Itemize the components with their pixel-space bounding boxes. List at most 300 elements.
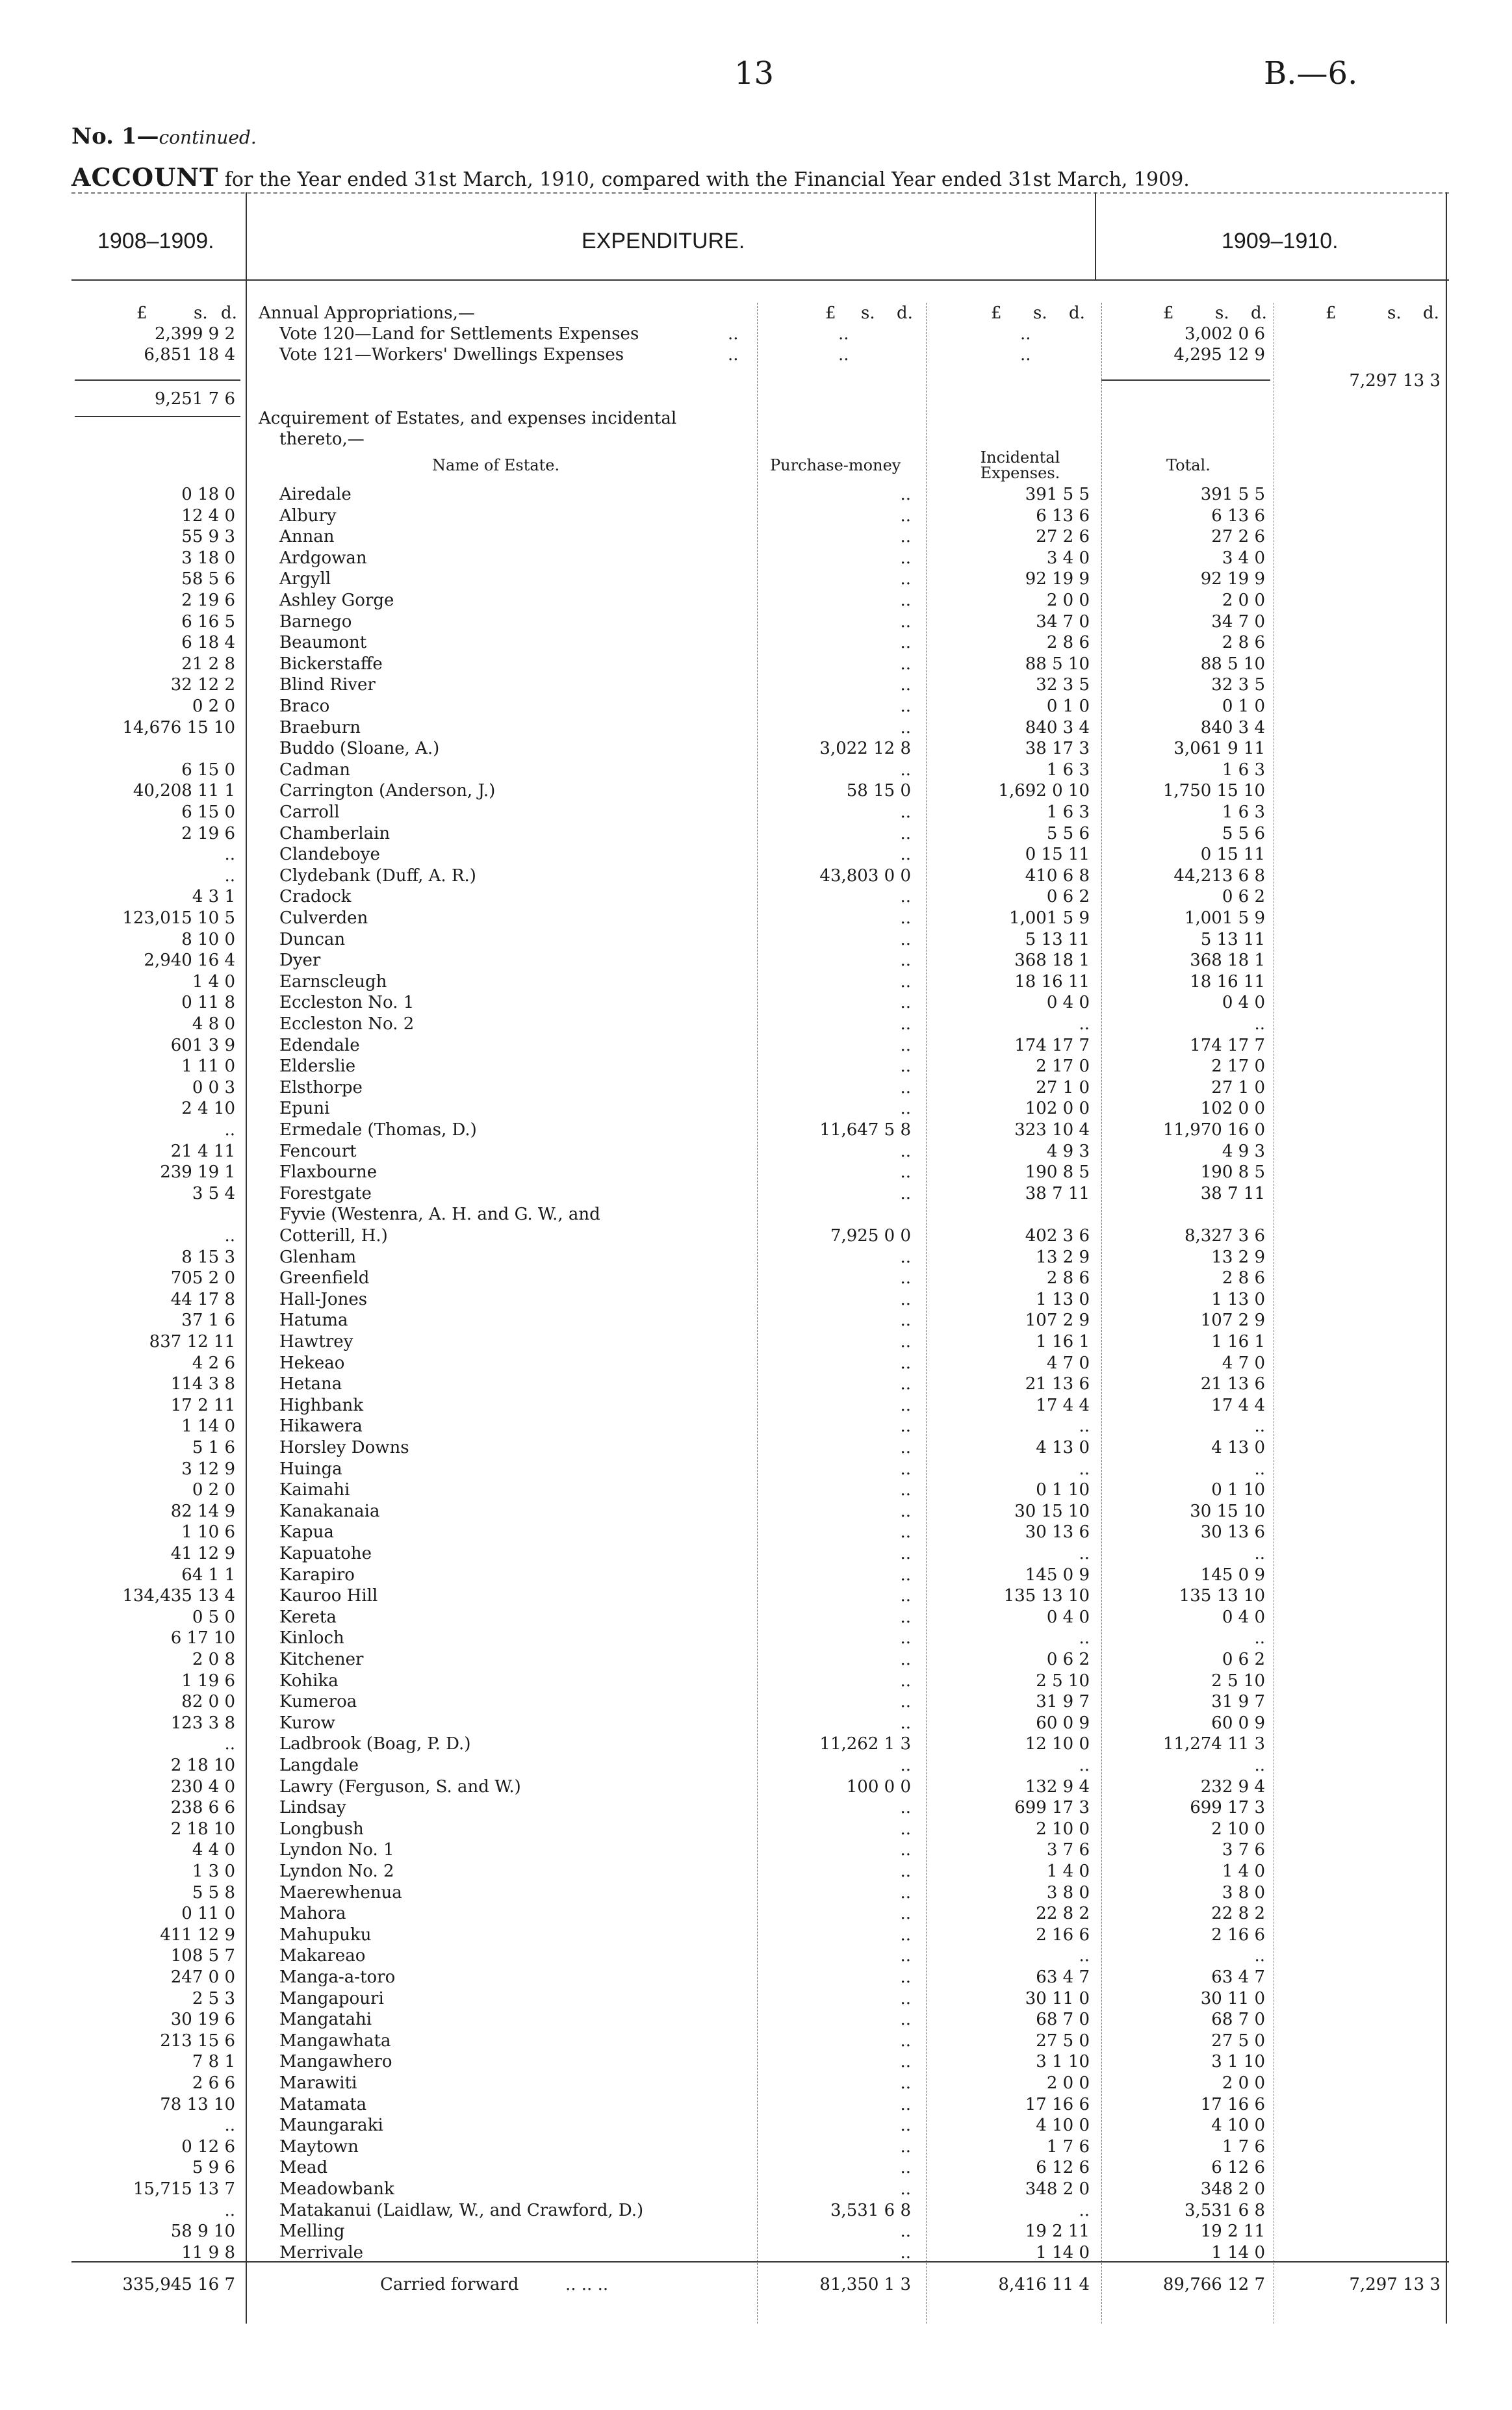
table-row xyxy=(0,738,1512,759)
incidental-value: 68 7 0 xyxy=(1036,2010,1090,2030)
approp-year-sum-row xyxy=(0,370,1512,391)
estate-name: Matamata xyxy=(279,2094,367,2114)
estate-name: Manga-a-toro xyxy=(279,1968,396,1987)
purchase-value: .. xyxy=(900,1395,911,1415)
prev-value: 1 11 0 xyxy=(181,1057,235,1077)
estate-name: Cradock xyxy=(279,887,352,907)
total-value: 27 1 0 xyxy=(1211,1077,1265,1097)
incidental-value: 102 0 0 xyxy=(1025,1099,1090,1119)
table-row xyxy=(0,611,1512,632)
incidental-value: .. xyxy=(1079,2200,1090,2220)
incidental-value: 88 5 10 xyxy=(1025,654,1090,674)
prev-value: 230 4 0 xyxy=(170,1776,235,1797)
table-row xyxy=(0,950,1512,971)
total-value: 0 6 2 xyxy=(1222,1650,1265,1669)
incidental-value: 1 16 1 xyxy=(1036,1332,1090,1352)
total-value: 27 2 6 xyxy=(1211,527,1265,547)
total-value: 102 0 0 xyxy=(1200,1099,1265,1119)
prev-value: 1 3 0 xyxy=(192,1862,235,1881)
purchase-value: .. xyxy=(900,2031,911,2051)
estate-name: Bickerstaffe xyxy=(279,654,383,674)
purchase-value: .. xyxy=(900,717,911,737)
col-head-name: Name of Estate. xyxy=(432,456,560,474)
leader-dots: .. xyxy=(1020,324,1031,344)
total-value: 0 15 11 xyxy=(1200,845,1265,865)
table-row xyxy=(0,1353,1512,1374)
prev-value: 11 9 8 xyxy=(181,2242,235,2263)
purchase-value: .. xyxy=(900,1522,911,1543)
total-value: 1 14 0 xyxy=(1211,2242,1265,2263)
incidental-value: 190 8 5 xyxy=(1025,1162,1090,1183)
incidental-value: 2 17 0 xyxy=(1036,1057,1090,1077)
estate-name: Glenham xyxy=(279,1247,357,1267)
pence-sign: d. xyxy=(1423,303,1439,323)
purchase-value: 100 0 0 xyxy=(846,1776,911,1797)
table-row xyxy=(0,1141,1512,1162)
col-head-incidental: Incidental Expenses. xyxy=(980,448,1060,482)
incidental-value: 27 2 6 xyxy=(1036,527,1090,547)
incidental-value: 19 2 11 xyxy=(1025,2222,1090,2242)
total-value: 11,274 11 3 xyxy=(1162,1734,1265,1754)
purchase-value: .. xyxy=(900,1417,911,1437)
prev-value: 0 2 0 xyxy=(192,697,235,716)
prev-value: 705 2 0 xyxy=(170,1268,235,1288)
incidental-value: 30 13 6 xyxy=(1025,1522,1090,1543)
table-row xyxy=(0,1967,1512,1988)
total-value: 368 18 1 xyxy=(1190,951,1265,971)
approp-sum-row xyxy=(0,389,1512,409)
purchase-value: .. xyxy=(900,591,911,610)
incidental-value: 4 10 0 xyxy=(1036,2116,1090,2136)
incidental-value: 3 7 6 xyxy=(1046,1840,1090,1860)
purchase-value: .. xyxy=(900,1353,911,1373)
total-value: 11,970 16 0 xyxy=(1162,1120,1265,1140)
estate-name: Cadman xyxy=(279,760,350,780)
table-row xyxy=(0,1459,1512,1480)
estate-name: Kanakanaia xyxy=(279,1501,380,1521)
purchase-value: .. xyxy=(900,1882,911,1903)
incidental-value: 1 6 3 xyxy=(1046,760,1090,780)
table-row xyxy=(0,1162,1512,1183)
estate-name: Kereta xyxy=(279,1607,337,1627)
prev-value: 2 0 8 xyxy=(192,1650,235,1669)
incidental-value: 13 2 9 xyxy=(1036,1247,1090,1267)
account-number: No. 1—continued. xyxy=(71,123,257,149)
purchase-value: .. xyxy=(900,1713,911,1733)
incidental-value: 1 13 0 xyxy=(1036,1289,1090,1309)
shilling-sign: s. xyxy=(194,303,208,323)
purchase-value: .. xyxy=(900,1268,911,1288)
table-row xyxy=(0,569,1512,589)
purchase-value: .. xyxy=(900,2136,911,2157)
purchase-value: .. xyxy=(900,823,911,843)
table-row xyxy=(0,1840,1512,1860)
shilling-sign: s. xyxy=(1215,303,1229,323)
purchase-value: .. xyxy=(900,1014,911,1034)
purchase-value: .. xyxy=(900,654,911,674)
incidental-value: 63 4 7 xyxy=(1036,1968,1090,1987)
purchase-value: .. xyxy=(900,1607,911,1627)
incidental-value: 22 8 2 xyxy=(1036,1904,1090,1924)
estate-name: Makareao xyxy=(279,1946,366,1966)
prev-value: 6 17 10 xyxy=(170,1628,235,1648)
estate-name: Karapiro xyxy=(279,1565,355,1585)
prev-value: 123,015 10 5 xyxy=(122,908,235,928)
table-row xyxy=(0,2009,1512,2030)
top-rule xyxy=(71,192,1449,194)
table-row xyxy=(0,2031,1512,2051)
incidental-value: 1 6 3 xyxy=(1046,802,1090,822)
table-row xyxy=(0,1310,1512,1331)
footer-rule xyxy=(71,2261,1449,2263)
total-value: 2 8 6 xyxy=(1222,633,1265,653)
pound-sign: £ xyxy=(825,303,836,323)
estate-name: Lindsay xyxy=(279,1798,346,1818)
incidental-value: .. xyxy=(1079,1014,1090,1034)
total-value: 1 13 0 xyxy=(1211,1289,1265,1309)
purchase-value: 3,531 6 8 xyxy=(830,2200,911,2220)
purchase-value: .. xyxy=(900,1798,911,1818)
leader-dots: .. xyxy=(838,324,849,344)
incidental-value: 0 1 10 xyxy=(1036,1480,1090,1500)
purchase-value: .. xyxy=(900,1925,911,1945)
purchase-value: .. xyxy=(900,1756,911,1775)
estate-name: Carroll xyxy=(279,802,340,822)
prev-value: .. xyxy=(224,845,235,865)
total-value: 348 2 0 xyxy=(1200,2179,1265,2199)
estate-name: Kohika xyxy=(279,1671,339,1691)
purchase-value: .. xyxy=(900,1480,911,1500)
table-row xyxy=(0,1077,1512,1098)
total-value: 19 2 11 xyxy=(1200,2222,1265,2242)
incidental-value: 0 4 0 xyxy=(1046,993,1090,1013)
estate-name: Merrivale xyxy=(279,2242,364,2263)
table-row xyxy=(0,1289,1512,1310)
col-head-purchase: Purchase-money xyxy=(770,456,901,474)
total-value: 145 0 9 xyxy=(1200,1565,1265,1585)
leader-dots: .. xyxy=(728,324,739,344)
total-value: 3,061 9 11 xyxy=(1173,739,1265,759)
estate-name: Ladbrook (Boag, P. D.) xyxy=(279,1734,471,1754)
acq-heading-2 xyxy=(0,429,1512,450)
prev-value: 2,940 16 4 xyxy=(144,951,235,971)
prev-value: 0 0 3 xyxy=(192,1077,235,1097)
estate-name: Ermedale (Thomas, D.) xyxy=(279,1120,477,1140)
incidental-value: 2 16 6 xyxy=(1036,1925,1090,1945)
purchase-value: .. xyxy=(900,1650,911,1669)
col-head-total: Total. xyxy=(1166,456,1211,474)
table-row xyxy=(0,2200,1512,2221)
estate-name: Dyer xyxy=(279,951,321,971)
prev-value: 15,715 13 7 xyxy=(133,2179,235,2199)
estate-name: Clydebank (Duff, A. R.) xyxy=(279,865,476,886)
purchase-value: .. xyxy=(900,485,911,504)
estate-name: Kitchener xyxy=(279,1650,364,1669)
pound-sign: £ xyxy=(136,303,147,323)
purchase-value: .. xyxy=(900,1374,911,1394)
prev-value: 0 5 0 xyxy=(192,1607,235,1627)
estate-name: Annan xyxy=(279,527,335,547)
purchase-value: .. xyxy=(900,2073,911,2093)
estate-name: Eccleston No. 2 xyxy=(279,1014,415,1034)
total-value: 17 16 6 xyxy=(1200,2094,1265,2114)
estate-name: Braeburn xyxy=(279,717,361,737)
prev-value: 3 18 0 xyxy=(181,548,235,568)
header-1908: 1908–1909. xyxy=(97,229,214,253)
table-row xyxy=(0,1819,1512,1840)
total-value: 3 4 0 xyxy=(1222,548,1265,568)
total-value: 0 1 0 xyxy=(1222,697,1265,716)
purchase-value: .. xyxy=(900,1628,911,1648)
total-value: 4 7 0 xyxy=(1222,1353,1265,1373)
prev-value: 6 16 5 xyxy=(181,611,235,632)
estate-name: Elsthorpe xyxy=(279,1077,363,1097)
total-value: .. xyxy=(1254,1417,1265,1437)
prev-value: 6 15 0 xyxy=(181,760,235,780)
total-value: 63 4 7 xyxy=(1211,1968,1265,1987)
right-column-rule xyxy=(1095,192,1096,280)
incidental-value: 27 5 0 xyxy=(1036,2031,1090,2051)
leader-dots: .. xyxy=(1020,345,1031,365)
table-row xyxy=(0,2136,1512,2157)
total-value: 107 2 9 xyxy=(1200,1311,1265,1331)
estate-name: Hatuma xyxy=(279,1311,348,1331)
total-value: 1 4 0 xyxy=(1222,1862,1265,1881)
incidental-value: 3 1 10 xyxy=(1036,2052,1090,2072)
estate-name: Carrington (Anderson, J.) xyxy=(279,781,496,801)
total-value: 174 17 7 xyxy=(1190,1035,1265,1055)
incidental-value: 12 10 0 xyxy=(1025,1734,1090,1754)
purchase-value: .. xyxy=(900,1438,911,1457)
total-value: 1,001 5 9 xyxy=(1184,908,1265,928)
table-row xyxy=(0,2094,1512,2115)
incidental-value: 132 9 4 xyxy=(1025,1776,1090,1797)
purchase-value: .. xyxy=(900,1501,911,1521)
incidental-value: 0 1 0 xyxy=(1046,697,1090,716)
incidental-value: 38 17 3 xyxy=(1025,739,1090,759)
table-row xyxy=(0,1691,1512,1712)
estate-name: Earnscleugh xyxy=(279,971,387,992)
prev-value: 1 19 6 xyxy=(181,1671,235,1691)
purchase-value: .. xyxy=(900,1162,911,1183)
table-row xyxy=(0,1649,1512,1670)
estate-name: Ardgowan xyxy=(279,548,367,568)
estate-name: Elderslie xyxy=(279,1057,356,1077)
purchase-value: 11,647 5 8 xyxy=(819,1120,911,1140)
estate-name: Mangawhero xyxy=(279,2052,392,2072)
purchase-value: .. xyxy=(900,1968,911,1987)
total-value: .. xyxy=(1254,1946,1265,1966)
purchase-value: 43,803 0 0 xyxy=(819,865,911,886)
table-row xyxy=(0,823,1512,844)
prev-value: 3 12 9 xyxy=(181,1459,235,1479)
prev-value: 5 1 6 xyxy=(192,1438,235,1457)
incidental-value: 30 15 10 xyxy=(1014,1501,1090,1521)
purchase-value: .. xyxy=(900,1819,911,1839)
prev-value: 32 12 2 xyxy=(170,675,235,695)
purchase-value: 3,022 12 8 xyxy=(819,739,911,759)
purchase-value: .. xyxy=(900,1247,911,1267)
total-value: 0 4 0 xyxy=(1222,993,1265,1013)
total-value: 13 2 9 xyxy=(1211,1247,1265,1267)
estate-name: Epuni xyxy=(279,1099,330,1119)
table-row xyxy=(0,2073,1512,2094)
header-rule xyxy=(71,279,1449,281)
vote120-total: 3,002 0 6 xyxy=(1184,324,1265,344)
purchase-value: .. xyxy=(900,633,911,653)
purchase-value: .. xyxy=(900,887,911,907)
incidental-value: 840 3 4 xyxy=(1025,717,1090,737)
purchase-value: .. xyxy=(900,1565,911,1585)
purchase-value: .. xyxy=(900,1099,911,1119)
estate-name: Kapuatohe xyxy=(279,1544,372,1563)
prev-value: 21 2 8 xyxy=(181,654,235,674)
prev-value: 0 11 0 xyxy=(181,1904,235,1924)
estate-name: Mead xyxy=(279,2158,328,2178)
page-number: 13 xyxy=(734,55,775,92)
acq-label-1: Acquirement of Estates, and expenses incidental xyxy=(259,409,677,428)
total-value: 840 3 4 xyxy=(1200,717,1265,737)
vote121-prev: 6,851 18 4 xyxy=(144,345,235,365)
total-value: 3 1 10 xyxy=(1211,2052,1265,2072)
total-value: 32 3 5 xyxy=(1211,675,1265,695)
purchase-value: .. xyxy=(900,1289,911,1309)
purchase-value: .. xyxy=(900,2010,911,2030)
incidental-value: 34 7 0 xyxy=(1036,611,1090,632)
table-row xyxy=(0,1988,1512,2009)
table-row xyxy=(0,780,1512,801)
purchase-value: .. xyxy=(900,1459,911,1479)
table-row xyxy=(0,929,1512,950)
prev-value: 108 5 7 xyxy=(170,1946,235,1966)
table-row xyxy=(0,1755,1512,1776)
prev-value: 37 1 6 xyxy=(181,1311,235,1331)
footer-row xyxy=(0,2274,1512,2295)
total-value: 4 9 3 xyxy=(1222,1141,1265,1161)
estate-name: Horsley Downs xyxy=(279,1438,409,1457)
prev-value: 3 5 4 xyxy=(192,1183,235,1203)
incidental-value: 17 16 6 xyxy=(1025,2094,1090,2114)
incidental-value: 2 10 0 xyxy=(1036,1819,1090,1839)
estate-name: Duncan xyxy=(279,929,346,949)
total-value: .. xyxy=(1254,1628,1265,1648)
pence-sign: d. xyxy=(1251,303,1267,323)
incidental-value: 2 0 0 xyxy=(1046,591,1090,610)
total-value: 0 6 2 xyxy=(1222,887,1265,907)
incidental-value: 92 19 9 xyxy=(1025,569,1090,589)
incidental-value: 6 12 6 xyxy=(1036,2158,1090,2178)
total-value: 0 1 10 xyxy=(1211,1480,1265,1500)
vote120-label: Vote 120—Land for Settlements Expenses xyxy=(279,324,639,344)
prev-value: 0 11 8 xyxy=(181,993,235,1013)
total-value: 1 16 1 xyxy=(1211,1332,1265,1352)
header-1909: 1909–1910. xyxy=(1222,229,1339,253)
prev-value: 21 4 11 xyxy=(170,1141,235,1161)
estate-name: Kinloch xyxy=(279,1628,344,1648)
shilling-sign: s. xyxy=(861,303,875,323)
total-value: 2 5 10 xyxy=(1211,1671,1265,1691)
prev-value: .. xyxy=(224,1120,235,1140)
total-value: 27 5 0 xyxy=(1211,2031,1265,2051)
prev-value: 2 4 10 xyxy=(181,1099,235,1119)
prev-value: .. xyxy=(224,865,235,886)
table-row xyxy=(0,1522,1512,1543)
vote120-prev: 2,399 9 2 xyxy=(154,324,235,344)
acq-heading-1 xyxy=(0,408,1512,429)
approp-heading xyxy=(0,303,1512,324)
table-row xyxy=(0,1565,1512,1585)
table-row xyxy=(0,1543,1512,1564)
total-value: 68 7 0 xyxy=(1211,2010,1265,2030)
incidental-value: 402 3 6 xyxy=(1025,1226,1090,1246)
estate-name: Hekeao xyxy=(279,1353,345,1373)
table-row xyxy=(0,1183,1512,1204)
estate-name: Fyvie (Westenra, A. H. and G. W., and xyxy=(279,1205,600,1225)
purchase-value: .. xyxy=(900,2158,911,2178)
incidental-value: .. xyxy=(1079,1544,1090,1563)
table-row xyxy=(0,674,1512,695)
prev-value: 7 8 1 xyxy=(192,2052,235,2072)
vote120-row xyxy=(0,324,1512,344)
incidental-value: 391 5 5 xyxy=(1025,485,1090,504)
prev-value: .. xyxy=(224,2116,235,2136)
total-value: 1,750 15 10 xyxy=(1162,781,1265,801)
table-row xyxy=(0,484,1512,505)
table-row xyxy=(0,908,1512,929)
table-row xyxy=(0,844,1512,865)
table-row xyxy=(0,2221,1512,2242)
incidental-value: 18 16 11 xyxy=(1014,971,1090,992)
incidental-value: 1 4 0 xyxy=(1046,1862,1090,1881)
incidental-value: 2 5 10 xyxy=(1036,1671,1090,1691)
total-value: 1 6 3 xyxy=(1222,802,1265,822)
purchase-value: .. xyxy=(900,2094,911,2114)
estate-name: Albury xyxy=(279,506,337,526)
purchase-value: .. xyxy=(900,760,911,780)
total-value: .. xyxy=(1254,1014,1265,1034)
prev-value: 134,435 13 4 xyxy=(122,1586,235,1606)
page-code: B.—6. xyxy=(1264,55,1358,92)
total-value: 21 13 6 xyxy=(1200,1374,1265,1394)
total-value: 88 5 10 xyxy=(1200,654,1265,674)
incidental-value: 3 8 0 xyxy=(1046,1882,1090,1903)
purchase-value: .. xyxy=(900,1671,911,1691)
prev-value: 30 19 6 xyxy=(170,2010,235,2030)
estate-name: Kaimahi xyxy=(279,1480,350,1500)
prev-value: 4 4 0 xyxy=(192,1840,235,1860)
incidental-value: 0 6 2 xyxy=(1046,887,1090,907)
total-value: 2 17 0 xyxy=(1211,1057,1265,1077)
incidental-value: 0 6 2 xyxy=(1046,1650,1090,1669)
total-value: 31 9 7 xyxy=(1211,1692,1265,1712)
leader-dots: .. .. .. xyxy=(565,2275,609,2294)
estate-name: Hetana xyxy=(279,1374,342,1394)
incidental-value: 6 13 6 xyxy=(1036,506,1090,526)
prev-value: 2 19 6 xyxy=(181,591,235,610)
total-value: 30 13 6 xyxy=(1200,1522,1265,1543)
purchase-value: .. xyxy=(900,1586,911,1606)
purchase-value: .. xyxy=(900,569,911,589)
prev-value: 2 19 6 xyxy=(181,823,235,843)
table-row xyxy=(0,632,1512,653)
estate-name: Kumeroa xyxy=(279,1692,357,1712)
estate-name: Edendale xyxy=(279,1035,360,1055)
purchase-value: 11,262 1 3 xyxy=(819,1734,911,1754)
purchase-value: .. xyxy=(900,1057,911,1077)
prev-value: 411 12 9 xyxy=(160,1925,235,1945)
prev-value: 8 10 0 xyxy=(181,929,235,949)
table-row xyxy=(0,1713,1512,1734)
